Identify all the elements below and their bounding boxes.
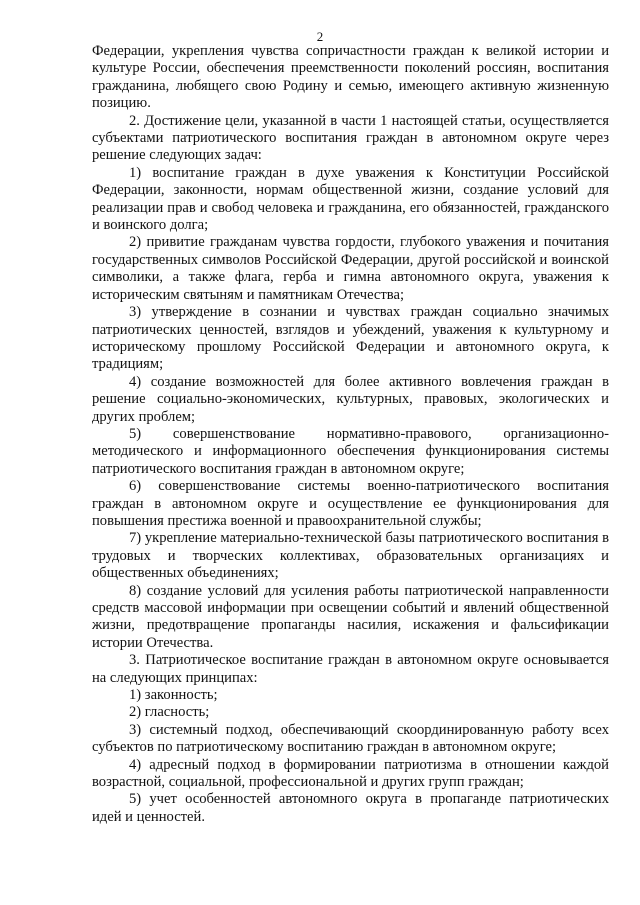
paragraph: 8) создание условий для усиления работы патриотической направленности средств массовой информации при освещении событий и явлений общественной жизни, предотвращение пропаганды насилия, искажения и фальсификации истории Отечества. [92,582,609,651]
paragraph: 1) воспитание граждан в духе уважения к Конституции Российской Федерации, законности, нормам общественной жизни, создание условий для реализации прав и свобод человека и гражданина, его обязанностей, гражданского и воинского долга; [92,164,609,234]
paragraph: 5) совершенствование нормативно-правового, организационно-методического и информационного обеспечения функционирования системы патриотического воспитания граждан в автономном округе; [92,425,609,477]
paragraph: 3) системный подход, обеспечивающий скоординированную работу всех субъектов по патриотическому воспитанию граждан в автономном округе; [92,721,609,756]
paragraph: Федерации, укрепления чувства сопричастности граждан к великой истории и культуре России, обеспечения преемственности поколений россиян, воспитания гражданина, любящего свою Родину и семью, имеющего активную жизненную позицию. [92,43,609,112]
document-body [92,43,609,826]
paragraph: 2) привитие гражданам чувства гордости, глубокого уважения и почитания государственных символов Российской Федерации, другой российской и воинской символики, а также флага, герба и гимна автономного округа, уважения к историческим святыням и памятникам Отечества; [92,234,609,303]
page-number: 2 [316,29,324,44]
paragraph: 4) адресный подход в формировании патриотизма в отношении каждой возрастной, социальной, профессиональной и других групп граждан; [92,756,609,791]
paragraph: 3. Патриотическое воспитание граждан в автономном округе основывается на следующих принципах: [92,652,609,686]
paragraph: 5) учет особенностей автономного округа в пропаганде патриотических идей и ценностей. [92,791,609,825]
paragraph: 3) утверждение в сознании и чувствах граждан социально значимых патриотических ценностей, взглядов и убеждений, уважения к культурному и историческому прошлому Российской Федерации и автономного округа, к традициям; [92,304,609,373]
paragraph: 6) совершенствование системы военно-патриотического воспитания граждан в автономном округе и осуществление ее функционирования для повышения престижа военной и правоохранительной службы; [92,478,609,529]
paragraph: 2) гласность; [129,704,210,721]
paragraph: 1) законность; [129,687,218,704]
paragraph: 2. Достижение цели, указанной в части 1 настоящей статьи, осуществляется субъектами патриотического воспитания граждан в автономном округе через решение следующих задач: [92,112,609,164]
paragraph: 4) создание возможностей для более активного вовлечения граждан в решение социально-экономических, культурных, правовых, экологических и других проблем; [92,373,609,425]
paragraph: 7) укрепление материально-технической базы патриотического воспитания в трудовых и творческих коллективах, образовательных организациях и общественных объединениях; [92,530,609,582]
